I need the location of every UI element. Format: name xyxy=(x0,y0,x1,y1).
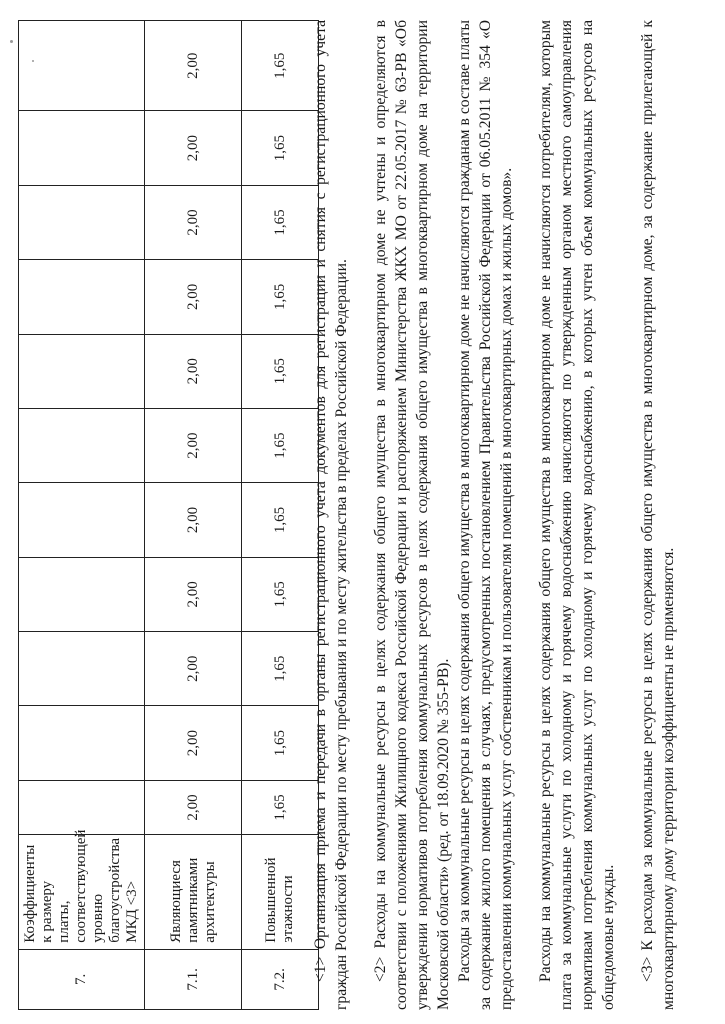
footnote-1: <1> Организация приема и передачи в органы регистрационного учета документов для регистрации и снятия с регистрационного учета граждан Российской Федерации по месту пребывания и по месту жительства в пределах Российской Федерации. xyxy=(312,20,350,1010)
footnotes xyxy=(310,20,679,1010)
value-cell: 1,65 xyxy=(242,483,319,557)
value-cell: 2,00 xyxy=(145,483,242,557)
value-cell: 2,00 xyxy=(145,111,242,185)
value-cell: 1,65 xyxy=(242,334,319,408)
footnote-2: <2> Расходы на коммунальные ресурсы в целях содержания общего имущества в многоквартирном доме не учтены и определяются в соответствии с положениями Жилищного кодекса Российской Федерации и распоряжением Министерства ЖКХ МО от 22.05.2017 № 63-РВ «Об утверждении нормативов потребления коммунальных ресурсов в целях содержания общего имущества в многоквартирном доме на территории Московской области» (ред. от 18.09.2020 № 355-РВ). xyxy=(372,20,452,1010)
value-cell: 1,65 xyxy=(242,408,319,482)
value-cell: 2,00 xyxy=(145,185,242,259)
value-cell: 2,00 xyxy=(145,260,242,334)
value-cell: 1,65 xyxy=(242,557,319,631)
row-name: Коэффициенты к размеру платы, соответствующей уровню благоустройства МКД <3> xyxy=(19,835,145,950)
footnote-2-paragraph-3: Расходы на коммунальные ресурсы в целях содержания общего имущества в многоквартирном доме не начисляются потребителям, которым плата за коммунальные услуги по холодному и горячему водоснабжению начисляются по утвержденным органом местного самоуправления нормативам потребления коммунальных услуг по холодному и горячему водоснабжению, в которых учтен объем коммунальных ресурсов на общедомовые нужды. xyxy=(537,20,617,1010)
value-cell: 2,00 xyxy=(145,21,242,111)
value-cell: 1,65 xyxy=(242,706,319,780)
coefficients-table xyxy=(18,20,319,1010)
row-number: 7.1. xyxy=(145,949,242,1009)
value-cell: 1,65 xyxy=(242,185,319,259)
value-cell: 2,00 xyxy=(145,557,242,631)
value-cell: 1,65 xyxy=(242,111,319,185)
row-number: 7. xyxy=(19,949,145,1009)
table-row xyxy=(19,21,145,1010)
value-cell: 1,65 xyxy=(242,632,319,706)
value-cell: 1,65 xyxy=(242,21,319,111)
value-cell: 2,00 xyxy=(145,334,242,408)
row-name: Повышенной этажности xyxy=(242,835,319,950)
table-row xyxy=(242,21,319,1010)
value-cell: 2,00 xyxy=(145,632,242,706)
value-cell: 1,65 xyxy=(242,780,319,834)
footnote-2-paragraph-2: Расходы за коммунальные ресурсы в целях содержания общего имущества в многоквартирном доме не начисляются гражданам в составе платы за содержание жилого помещения в случаях, предусмотренных постановлением Правительства Российской Федерации от 06.05.2011 № 354 «О предоставлении коммунальных услуг собственникам и пользователям помещений в многоквартирных домах и жилых домов». xyxy=(456,20,515,1010)
value-cell: 2,00 xyxy=(145,780,242,834)
footnote-3: <3> К расходам за коммунальные ресурсы в целях содержания общего имущества в многоквартирном доме, за содержание прилегающей к многоквартирному дому территории коэффициенты не применяются. xyxy=(639,20,677,1010)
value-cell: 1,65 xyxy=(242,260,319,334)
value-cell: 2,00 xyxy=(145,706,242,780)
row-name: Являющиеся памятниками архитектуры xyxy=(145,835,242,950)
table-row xyxy=(145,21,242,1010)
value-cell: 2,00 xyxy=(145,408,242,482)
row-number: 7.2. xyxy=(242,949,319,1009)
